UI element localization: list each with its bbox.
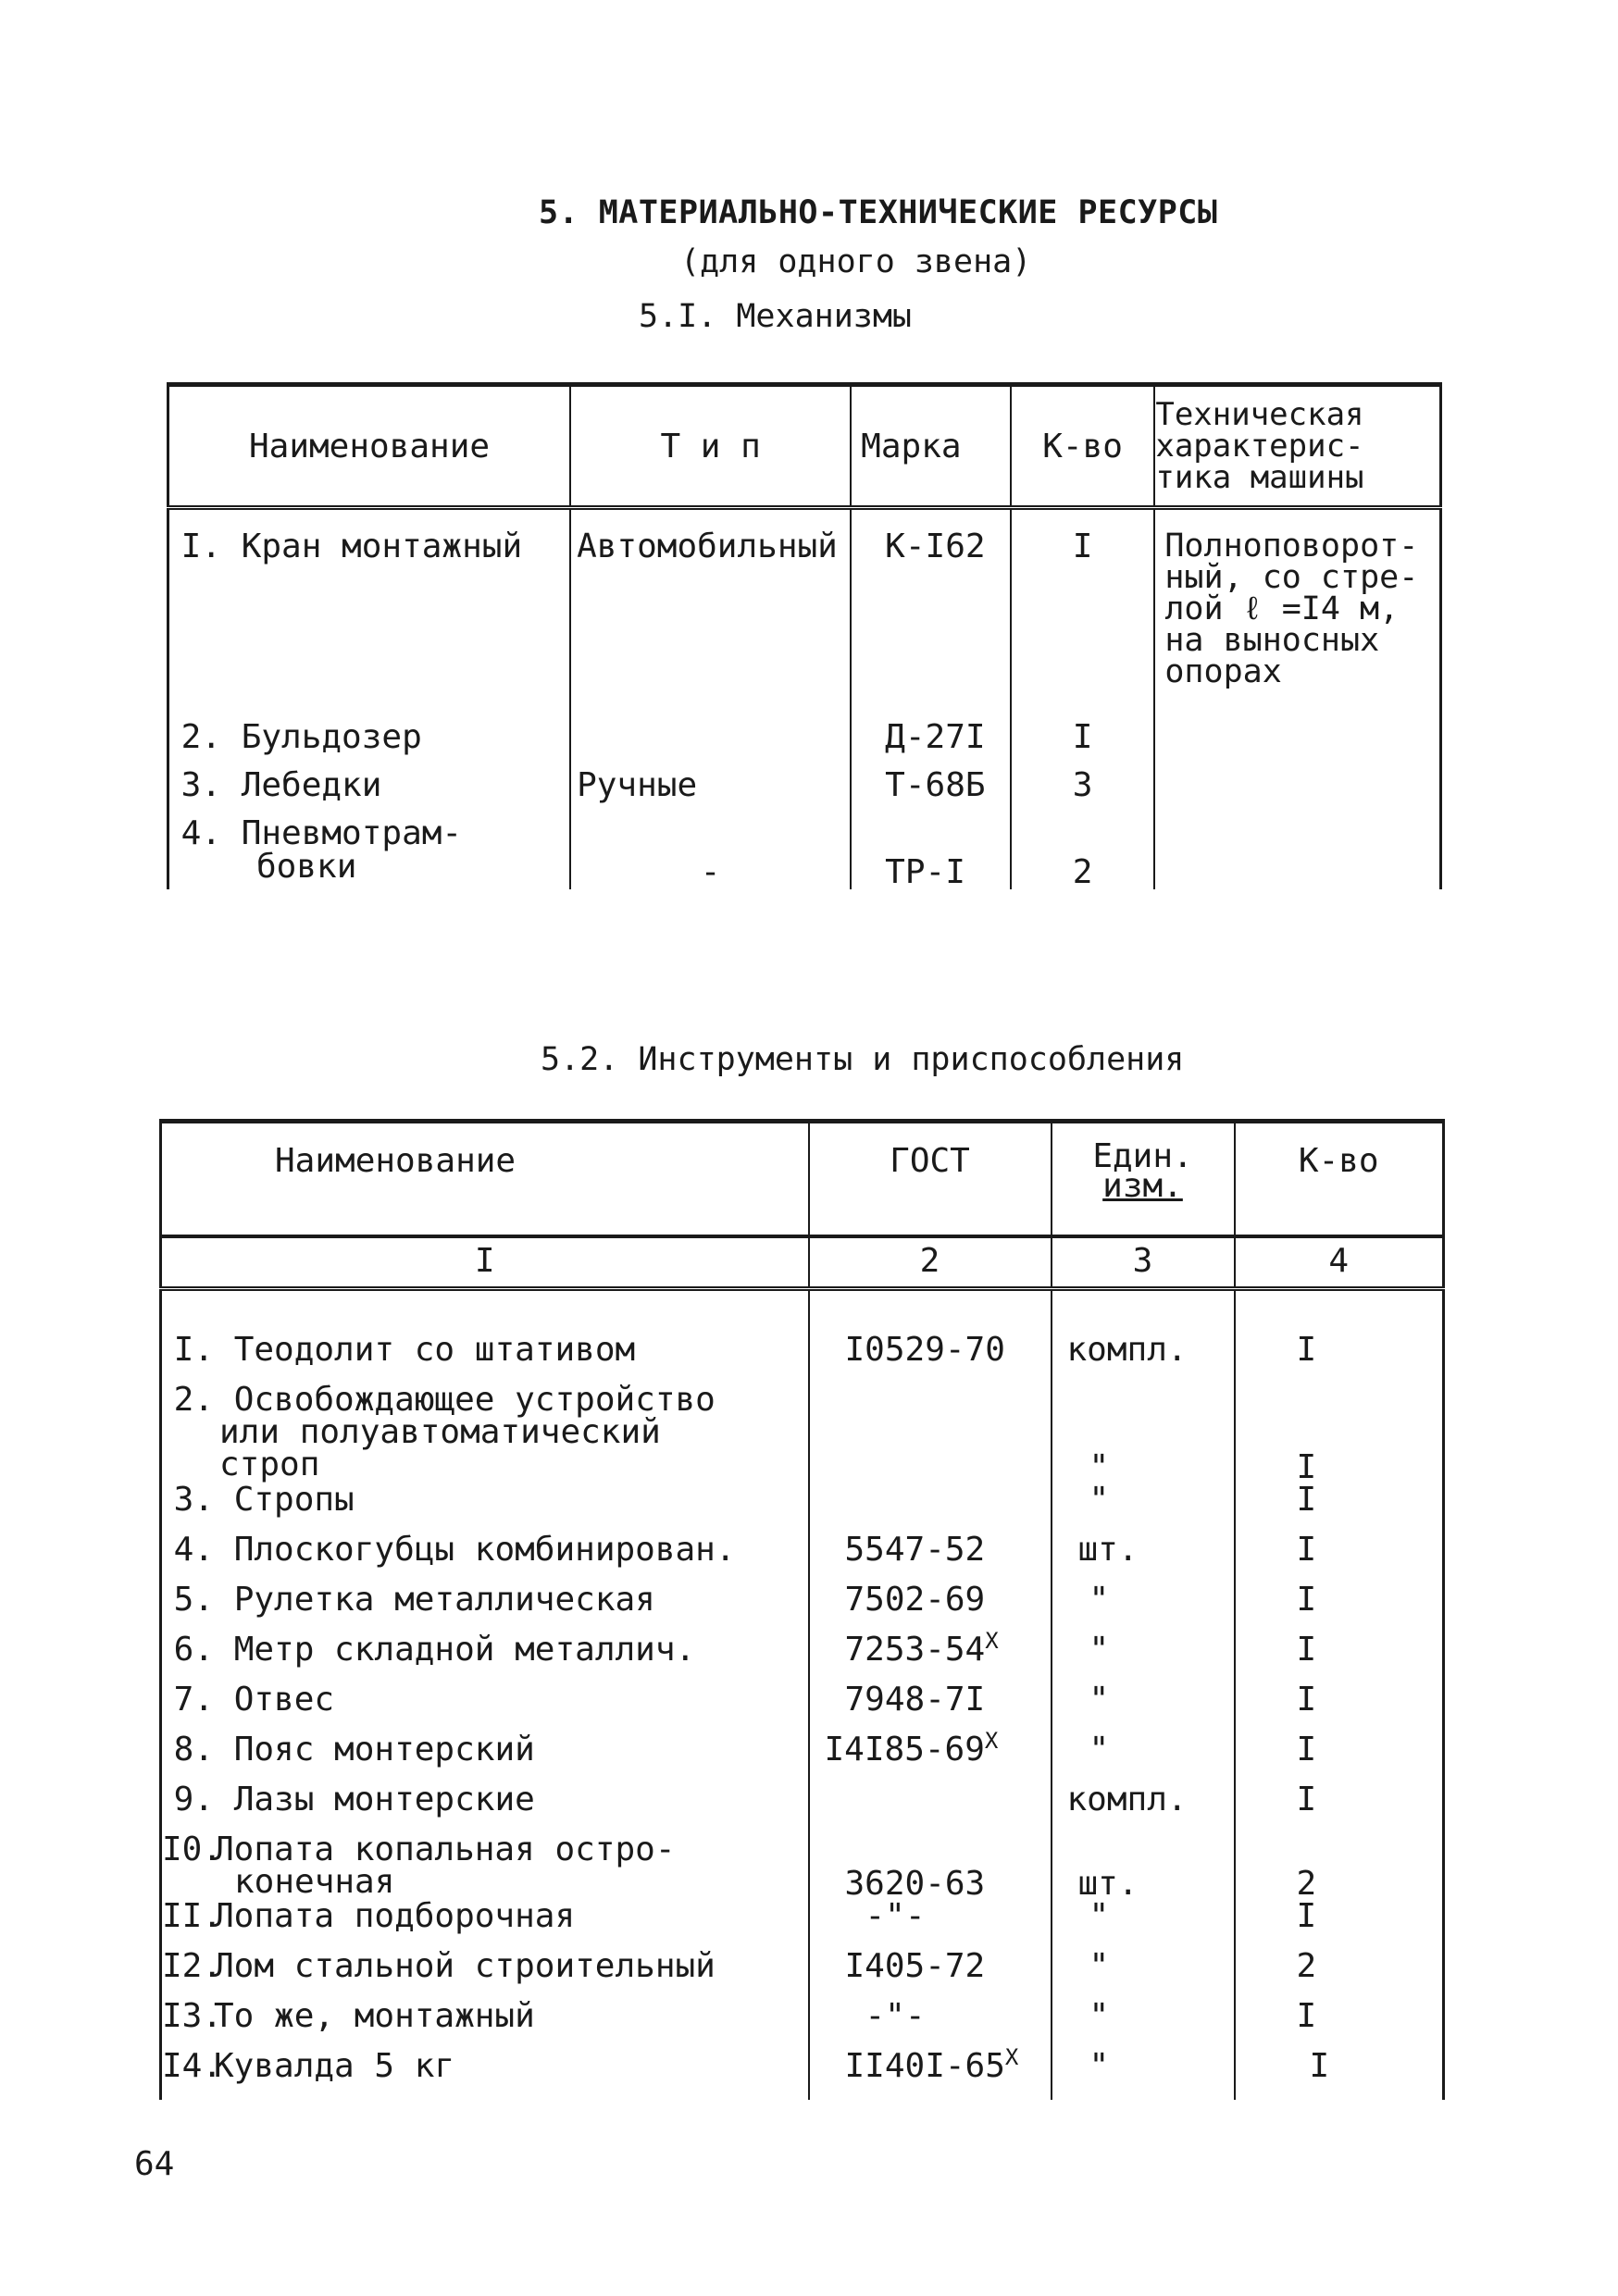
row-name: Кувалда 5 кг bbox=[214, 2047, 455, 2085]
cell-gost: 5547-52 bbox=[809, 1533, 1052, 1583]
row-number: 3. bbox=[180, 766, 221, 804]
table-row bbox=[161, 2000, 1444, 2050]
cell-name bbox=[161, 1897, 809, 1950]
gost-code: 7253-54 bbox=[844, 1631, 986, 1669]
tools-table bbox=[159, 1119, 1445, 2100]
row-number: 2. bbox=[173, 1381, 214, 1419]
table-row bbox=[161, 1483, 1444, 1533]
cell-qty: I bbox=[1235, 2000, 1444, 2050]
cell-qty: 2 bbox=[1011, 817, 1155, 889]
column-number: I bbox=[161, 1236, 809, 1289]
section-subtitle: (для одного звена) bbox=[680, 243, 1032, 280]
cell-mark: Т-68Б bbox=[851, 769, 1011, 817]
header-unit-line: Един. bbox=[1092, 1137, 1193, 1175]
cell-name bbox=[168, 508, 571, 722]
row-name: Пневмотрам- bbox=[241, 814, 463, 852]
cell-gost bbox=[809, 2044, 1052, 2100]
header-type: Т и п bbox=[570, 385, 851, 508]
gost-code: I4I85-69 bbox=[824, 1731, 985, 1769]
row-name: Освобождающее устройство bbox=[233, 1381, 716, 1419]
page-number: 64 bbox=[134, 2145, 175, 2183]
cell-type: - bbox=[570, 817, 851, 889]
cell-unit: " bbox=[1052, 1900, 1235, 1950]
table-row bbox=[161, 1900, 1444, 1950]
table-row bbox=[161, 1733, 1444, 1783]
cell-name bbox=[161, 1381, 809, 1483]
cell-characteristics bbox=[1154, 817, 1440, 889]
cell-qty: I bbox=[1235, 1483, 1444, 1533]
gost-superscript: X bbox=[1004, 2044, 1019, 2070]
column-number: 3 bbox=[1052, 1236, 1235, 1289]
cell-mark: К-I62 bbox=[851, 508, 1011, 722]
cell-qty: I bbox=[1235, 1733, 1444, 1783]
cell-gost bbox=[809, 1384, 1052, 1483]
cell-qty: 2 bbox=[1235, 1950, 1444, 2000]
table-row bbox=[168, 817, 1441, 889]
header-qty: К-во bbox=[1235, 1122, 1444, 1237]
cell-name bbox=[168, 766, 571, 817]
row-name: Метр складной металлич. bbox=[233, 1631, 696, 1669]
row-number: I0. bbox=[162, 1831, 223, 1868]
row-name: Отвес bbox=[233, 1681, 335, 1719]
subsection-tools: 5.2. Инструменты и приспособления bbox=[541, 1041, 1185, 1078]
table-row bbox=[161, 1783, 1444, 1833]
table-row bbox=[161, 1384, 1444, 1483]
table-header-row bbox=[168, 385, 1441, 508]
row-name: Лом стальной строительный bbox=[214, 1947, 716, 1985]
row-name: Лазы монтерские bbox=[233, 1781, 535, 1818]
char-line: на выносных bbox=[1164, 622, 1380, 659]
char-line: Полноповорот- bbox=[1164, 527, 1419, 565]
cell-unit: " bbox=[1052, 1683, 1235, 1733]
header-unit bbox=[1052, 1122, 1235, 1237]
cell-gost: I405-72 bbox=[809, 1950, 1052, 2000]
table-row bbox=[168, 769, 1441, 817]
cell-unit: шт. bbox=[1052, 1833, 1235, 1900]
table-row bbox=[161, 1950, 1444, 2000]
cell-qty: I bbox=[1235, 1900, 1444, 1950]
cell-name bbox=[161, 1483, 809, 1533]
cell-unit: " bbox=[1052, 1384, 1235, 1483]
gost-code: II40I-65 bbox=[844, 2047, 1005, 2085]
cell-name bbox=[161, 1733, 809, 1783]
row-name-cont: или полуавтоматический bbox=[219, 1413, 661, 1451]
row-number: 6. bbox=[173, 1631, 214, 1669]
cell-name bbox=[161, 2047, 809, 2100]
cell-name bbox=[161, 1997, 809, 2050]
cell-mark: Д-27I bbox=[851, 721, 1011, 769]
cell-qty: I bbox=[1235, 1783, 1444, 1833]
header-characteristics bbox=[1154, 385, 1440, 508]
header-char-line: Техническая bbox=[1155, 396, 1364, 433]
subsection-mechanisms: 5.I. Механизмы bbox=[639, 298, 913, 335]
cell-unit: компл. bbox=[1052, 1783, 1235, 1833]
cell-name bbox=[161, 1533, 809, 1583]
row-number: 4. bbox=[180, 814, 221, 852]
header-unit-line: изм. bbox=[1102, 1167, 1183, 1205]
column-number: 4 bbox=[1235, 1236, 1444, 1289]
cell-qty: I bbox=[1235, 1289, 1444, 1384]
cell-type bbox=[570, 721, 851, 769]
table-header-row bbox=[161, 1122, 1444, 1237]
row-number: 2. bbox=[180, 718, 221, 756]
table-row bbox=[161, 1289, 1444, 1384]
row-name: Стропы bbox=[233, 1481, 355, 1519]
cell-qty: 2 bbox=[1235, 1833, 1444, 1900]
table-row bbox=[161, 1533, 1444, 1583]
cell-qty: I bbox=[1011, 721, 1155, 769]
cell-gost bbox=[809, 1483, 1052, 1533]
cell-unit: " bbox=[1052, 1483, 1235, 1533]
cell-unit: " bbox=[1052, 1950, 1235, 2000]
row-number: 8. bbox=[173, 1731, 214, 1769]
cell-mark: ТР-I bbox=[851, 817, 1011, 889]
cell-qty: I bbox=[1235, 1533, 1444, 1583]
table-row bbox=[161, 1633, 1444, 1683]
cell-unit: " bbox=[1052, 1583, 1235, 1633]
table-row bbox=[161, 1683, 1444, 1733]
cell-type: Автомобильный bbox=[570, 508, 851, 722]
row-number: I. bbox=[180, 527, 221, 565]
cell-name bbox=[161, 1289, 809, 1384]
cell-characteristics bbox=[1154, 769, 1440, 817]
row-name: Пояс монтерский bbox=[233, 1731, 535, 1769]
row-name-cont: бовки bbox=[256, 848, 357, 886]
cell-unit: шт. bbox=[1052, 1533, 1235, 1583]
cell-qty: I bbox=[1235, 2050, 1444, 2100]
header-mark: Марка bbox=[851, 385, 1011, 508]
row-name: Рулетка металлическая bbox=[233, 1581, 655, 1619]
char-line: ный, со стре- bbox=[1164, 559, 1419, 596]
cell-name bbox=[161, 1783, 809, 1833]
header-char-line: тика машины bbox=[1155, 459, 1364, 496]
table-row bbox=[168, 721, 1441, 769]
cell-unit: " bbox=[1052, 1733, 1235, 1783]
char-line: опорах bbox=[1164, 653, 1282, 690]
cell-unit: " bbox=[1052, 2000, 1235, 2050]
cell-qty: 3 bbox=[1011, 769, 1155, 817]
char-line: лой ℓ =I4 м, bbox=[1164, 590, 1400, 627]
cell-gost: 7502-69 bbox=[809, 1583, 1052, 1633]
table-row bbox=[161, 2050, 1444, 2100]
header-name: Наименование bbox=[168, 385, 571, 508]
cell-type: Ручные bbox=[570, 769, 851, 817]
row-name: Кран монтажный bbox=[241, 527, 523, 565]
row-number: I2. bbox=[162, 1947, 223, 1985]
gost-superscript: X bbox=[985, 1628, 999, 1654]
cell-gost bbox=[809, 1728, 1052, 1783]
row-name: Плоскогубцы комбинирован. bbox=[233, 1531, 736, 1569]
row-number: II. bbox=[162, 1897, 223, 1935]
row-name: Лопата подборочная bbox=[214, 1897, 576, 1935]
row-name: Лебедки bbox=[241, 766, 382, 804]
row-number: 5. bbox=[173, 1581, 214, 1619]
cell-name bbox=[161, 1683, 809, 1733]
header-char-line: характерис- bbox=[1155, 428, 1364, 465]
row-name: Лопата копальная остро- bbox=[214, 1831, 676, 1868]
cell-unit: " bbox=[1052, 1633, 1235, 1683]
cell-gost bbox=[809, 1783, 1052, 1833]
cell-name bbox=[168, 718, 571, 769]
row-name-cont: конечная bbox=[234, 1863, 395, 1901]
cell-gost: -"- bbox=[809, 1900, 1052, 1950]
cell-unit: компл. bbox=[1052, 1289, 1235, 1384]
cell-gost: 7948-7I bbox=[809, 1683, 1052, 1733]
row-number: I3. bbox=[162, 1997, 223, 2035]
cell-characteristics bbox=[1154, 508, 1440, 722]
cell-gost: -"- bbox=[809, 2000, 1052, 2050]
row-number: 3. bbox=[173, 1481, 214, 1519]
column-number-row bbox=[161, 1236, 1444, 1289]
row-number: 9. bbox=[173, 1781, 214, 1818]
cell-gost: I0529-70 bbox=[809, 1289, 1052, 1384]
cell-name bbox=[161, 1947, 809, 2000]
row-name: Теодолит со штативом bbox=[233, 1331, 636, 1369]
mechanisms-table bbox=[167, 382, 1442, 889]
row-name: То же, монтажный bbox=[214, 1997, 535, 2035]
header-gost: ГОСТ bbox=[809, 1122, 1052, 1237]
section-title: 5. МАТЕРИАЛЬНО-ТЕХНИЧЕСКИЕ РЕСУРСЫ bbox=[539, 194, 1218, 231]
row-number: I4. bbox=[162, 2047, 223, 2085]
cell-characteristics bbox=[1154, 721, 1440, 769]
table-row bbox=[161, 1833, 1444, 1900]
cell-qty: I bbox=[1011, 508, 1155, 722]
row-number: 7. bbox=[173, 1681, 214, 1719]
cell-qty: I bbox=[1235, 1583, 1444, 1633]
cell-name bbox=[168, 814, 571, 889]
row-number: I. bbox=[173, 1331, 214, 1369]
row-number: 4. bbox=[173, 1531, 214, 1569]
cell-gost: 3620-63 bbox=[809, 1833, 1052, 1900]
row-name-cont: строп bbox=[219, 1446, 320, 1483]
gost-superscript: X bbox=[984, 1728, 999, 1754]
cell-name bbox=[161, 1833, 809, 1900]
table-row bbox=[161, 1583, 1444, 1633]
cell-gost bbox=[809, 1628, 1052, 1683]
header-name: Наименование bbox=[161, 1122, 809, 1237]
cell-qty: I bbox=[1235, 1633, 1444, 1683]
cell-qty: I bbox=[1235, 1683, 1444, 1733]
cell-name bbox=[161, 1633, 809, 1683]
header-qty: К-во bbox=[1011, 385, 1155, 508]
row-name: Бульдозер bbox=[241, 718, 422, 756]
cell-name bbox=[161, 1583, 809, 1633]
table-row bbox=[168, 508, 1441, 722]
cell-unit: " bbox=[1052, 2050, 1235, 2100]
cell-qty: I bbox=[1235, 1384, 1444, 1483]
column-number: 2 bbox=[809, 1236, 1052, 1289]
